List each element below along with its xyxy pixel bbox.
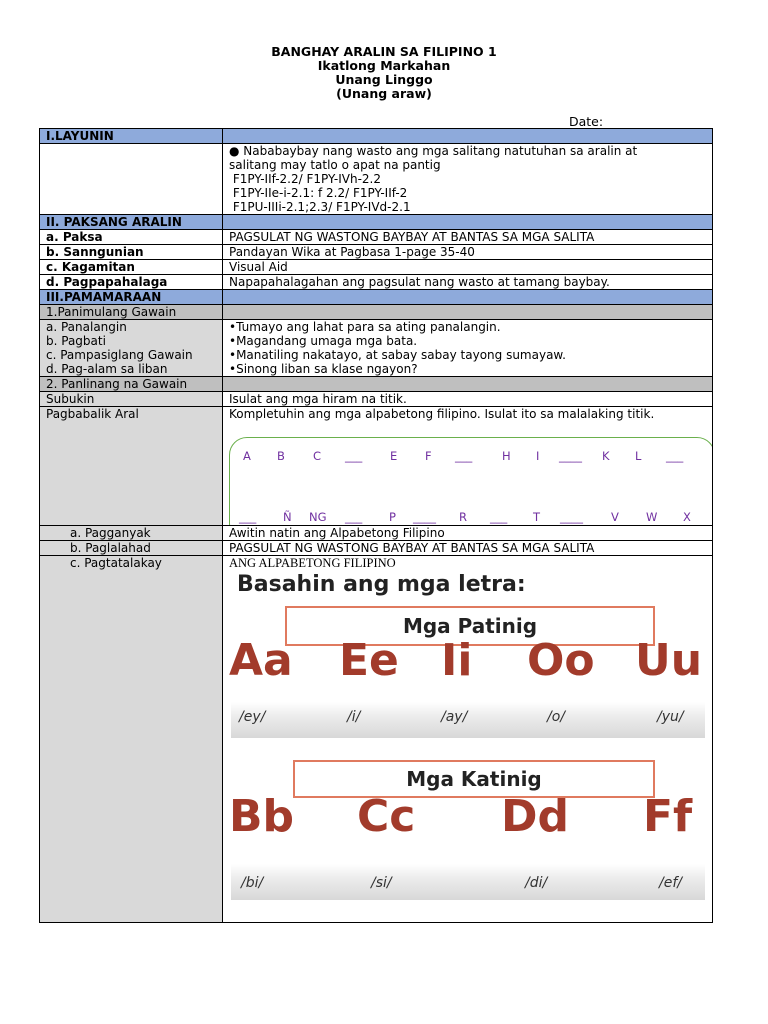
consonant-sound: /bi/ (241, 875, 264, 891)
alphabet-row-1 (229, 449, 713, 465)
alphabet-letter: V (611, 510, 619, 524)
vowel-letter: Aa (229, 635, 293, 686)
alphabet-letter: H (502, 449, 511, 463)
alphabet-exercise (229, 421, 706, 525)
alphabet-visual-aid (229, 574, 705, 906)
vowel-letter: Ii (441, 635, 473, 686)
section-heading: II. PAKSANG ARALIN (40, 215, 223, 230)
consonant-sound: /ef/ (659, 875, 682, 891)
alphabet-letter: ___ (345, 510, 363, 524)
alphabet-letter: NG (309, 510, 327, 524)
section-pamamaraan (40, 290, 713, 305)
section-layunin (40, 129, 713, 144)
vowel-letter: Uu (635, 635, 703, 686)
sanggunian-row: b. Sanngunian Pandayan Wika at Pagbasa 1-page 35-40 (40, 245, 713, 260)
vowel-sound: /i/ (347, 709, 361, 725)
panlinang-na-gawain-row: 2. Panlinang na Gawain (40, 377, 713, 392)
paksa-row: a. Paksa PAGSULAT NG WASTONG BAYBAY AT BANTAS SA MGA SALITA (40, 230, 713, 245)
day-label: (Unang araw) (336, 86, 432, 101)
alphabet-letter: T (533, 510, 541, 524)
alphabet-letter: W (646, 510, 658, 524)
alphabet-row-2 (229, 510, 713, 526)
vowel-sound: /ay/ (441, 709, 468, 725)
alphabet-letter: A (243, 449, 251, 463)
consonant-letter: Bb (229, 791, 295, 842)
section-paksang-aralin (40, 215, 713, 230)
quarter-label: Ikatlong Markahan (317, 58, 451, 73)
pagbabalik-aral-row: Pagbabalik Aral Kompletuhin ang mga alpabetong filipino. Isulat ito sa malalaking titik. A B C ___ E F ___ H I ____ K L ___ ___ Ñ NG ___ P ____ R ___ T ____ V W X (40, 407, 713, 526)
vowel-sound: /ey/ (239, 709, 266, 725)
section-heading: I.LAYUNIN (40, 129, 223, 144)
paglalahad-row: b. Paglalahad PAGSULAT NG WASTONG BAYBAY AT BANTAS SA MGA SALITA (40, 541, 713, 556)
patinig-heading: Mga Patinig (285, 606, 655, 646)
consonant-sound: /di/ (525, 875, 548, 891)
alphabet-letter: X (683, 510, 691, 524)
alphabet-letter: I (536, 449, 540, 463)
alphabet-letter: ___ (455, 449, 473, 463)
lesson-plan-table (39, 128, 713, 923)
date-label: Date: (569, 114, 604, 129)
week-label: Unang Linggo (335, 72, 433, 87)
pagpapahalaga-row: d. Pagpapahalaga Napapahalagahan ang pagsulat nang wasto at tamang baybay. (40, 275, 713, 290)
consonant-sound: /si/ (371, 875, 392, 891)
alphabet-letter: ___ (239, 510, 257, 524)
kagamitan-row: c. Kagamitan Visual Aid (40, 260, 713, 275)
alphabet-letter: P (389, 510, 396, 524)
alphabet-letter: ___ (345, 449, 363, 463)
pagganyak-row: a. Pagganyak Awitin natin ang Alpabetong Filipino (40, 526, 713, 541)
alphabet-letter: ___ (666, 449, 684, 463)
vowel-sound: /yu/ (657, 709, 684, 725)
consonant-letter: Ff (643, 791, 693, 842)
alphabet-letter: ____ (413, 510, 436, 524)
document-title: BANGHAY ARALIN SA FILIPINO 1 (271, 44, 497, 59)
consonant-letter: Dd (501, 791, 570, 842)
layunin-content: ● Nababaybay nang wasto ang mga salitang natutuhan sa aralin at salitang may tatlo o apat na pantig F1PY-IIf-2.2/ F1PY-IVh-2.2 F1PY-IIe-i-2.1: f 2.2/ F1PY-IIf-2 F1PU-IIIi-2.1;2.3/ F1PY-IVd-2.1 (223, 144, 713, 215)
vowel-letter: Ee (339, 635, 399, 686)
layunin-row (40, 144, 713, 215)
vowel-letter: Oo (527, 635, 595, 686)
alphabet-letter: ___ (490, 510, 508, 524)
subukin-row: Subukin Isulat ang mga hiram na titik. (40, 392, 713, 407)
panimulang-gawain-row: 1.Panimulang Gawain (40, 305, 713, 320)
visual-aid-title: Basahin ang mga letra: (237, 572, 526, 597)
alphabet-letter: E (390, 449, 398, 463)
vowel-sound: /o/ (547, 709, 565, 725)
section-heading: III.PAMAMARAAN (40, 290, 223, 305)
alphabet-letter: C (313, 449, 322, 463)
activities-row: a. Panalangin b. Pagbati c. Pampasiglang Gawain d. Pag-alam sa liban •Tumayo ang lahat para sa ating panalangin. •Magandang umaga mga bata. •Manatiling nakatayo, at sabay sabay tayong sumayaw. •Sinong liban sa klase ngayon? (40, 320, 713, 377)
pagtatalakay-row: c. Pagtatalakay ANG ALPABETONG FILIPINO Basahin ang mga letra: Mga Patinig Mga Katinig Aa /ey/ Ee /i/ Ii /ay/ Oo /o/ Uu /yu/ Bb /bi/ Cc /si/ Dd /di/ Ff /ef/ (40, 556, 713, 923)
alphabet-letter: ____ (560, 510, 583, 524)
alphabet-letter: B (277, 449, 285, 463)
alphabet-letter: K (602, 449, 610, 463)
consonant-letter: Cc (357, 791, 416, 842)
alphabet-letter: Ñ (283, 510, 292, 524)
alphabet-letter: R (459, 510, 467, 524)
alphabet-letter: F (425, 449, 432, 463)
katinig-heading: Mga Katinig (293, 760, 655, 798)
alphabet-letter: ____ (559, 449, 582, 463)
alphabet-letter: L (635, 449, 642, 463)
